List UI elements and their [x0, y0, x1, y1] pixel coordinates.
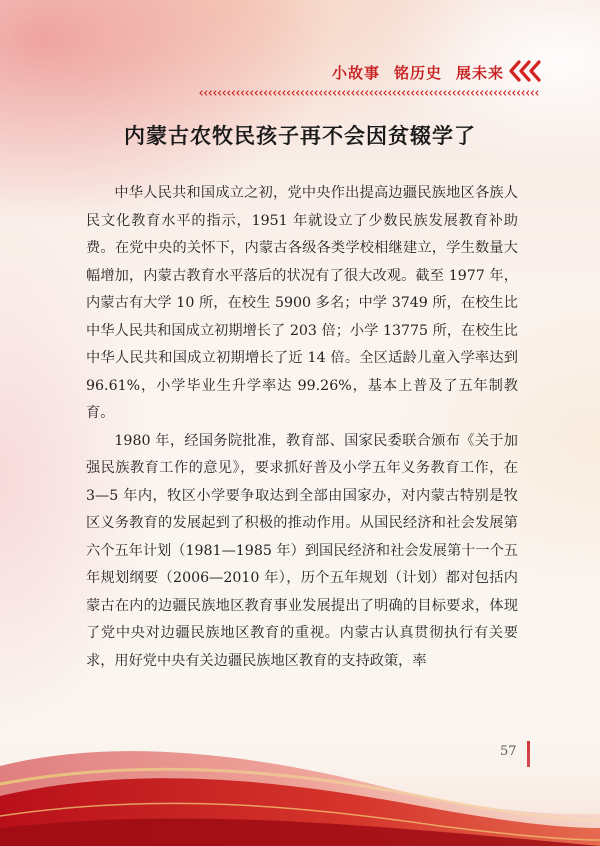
rule-chevron-mark: [301, 91, 303, 96]
tagline-item: 小故事: [331, 64, 380, 82]
rule-chevron-mark: [453, 91, 455, 96]
rule-chevron-mark: [494, 91, 496, 96]
rule-chevron-mark: [522, 91, 524, 96]
rule-chevron-mark: [329, 91, 331, 96]
rule-chevron-mark: [205, 91, 207, 96]
rule-chevron-mark: [218, 91, 220, 96]
rule-chevron-mark: [416, 91, 418, 96]
rule-chevron-mark: [490, 91, 492, 96]
rule-chevron-mark: [338, 91, 340, 96]
rule-chevron-mark: [421, 91, 423, 96]
rule-chevron-mark: [246, 91, 248, 96]
rule-chevron-mark: [366, 91, 368, 96]
rule-chevron-mark: [347, 91, 349, 96]
rule-chevron-mark: [389, 91, 391, 96]
rule-chevron-mark: [471, 91, 473, 96]
rule-chevron-mark: [232, 91, 234, 96]
rule-chevron-mark: [398, 91, 400, 96]
rule-chevron-mark: [352, 91, 354, 96]
rule-chevron-mark: [393, 91, 395, 96]
rule-chevron-mark: [283, 91, 285, 96]
rule-chevron-mark: [444, 91, 446, 96]
rule-chevron-mark: [379, 91, 381, 96]
rule-chevron-mark: [228, 91, 230, 96]
rule-chevron-mark: [320, 91, 322, 96]
rule-chevron-mark: [531, 91, 533, 96]
rule-chevron-mark: [430, 91, 432, 96]
bottom-ribbon-decoration: [0, 646, 600, 846]
rule-chevron-mark: [287, 91, 289, 96]
rule-chevron-mark: [499, 91, 501, 96]
article-body: [86, 180, 518, 675]
rule-chevron-mark: [412, 91, 414, 96]
rule-chevron-mark: [485, 91, 487, 96]
header-tagline: [332, 62, 504, 83]
rule-chevron-mark: [237, 91, 239, 96]
rule-chevron-mark: [435, 91, 437, 96]
triple-chevron-left-icon: [508, 60, 542, 82]
rule-chevron-mark: [255, 91, 257, 96]
rule-chevron-mark: [209, 91, 211, 96]
rule-chevron-mark: [508, 91, 510, 96]
rule-chevron-mark: [361, 91, 363, 96]
rule-chevron-mark: [292, 91, 294, 96]
rule-chevron-mark: [315, 91, 317, 96]
rule-chevron-mark: [310, 91, 312, 96]
rule-chevron-mark: [370, 91, 372, 96]
rule-chevron-mark: [260, 91, 262, 96]
rule-chevron-mark: [476, 91, 478, 96]
rule-chevron-mark: [467, 91, 469, 96]
rule-chevron-mark: [384, 91, 386, 96]
rule-chevron-mark: [481, 91, 483, 96]
rule-chevron-mark: [214, 91, 216, 96]
rule-chevron-mark: [425, 91, 427, 96]
rule-chevron-mark: [343, 91, 345, 96]
rule-chevron-mark: [297, 91, 299, 96]
paragraph: 1980 年，经国务院批准，教育部、国家民委联合颁布《关于加强民族教育工作的意见》，要求抓好普及小学五年义务教育工作，在 3—5 年内，牧区小学要争取达到全部由国家办，对内蒙古特别是牧区义务教育的发展起到了积极的推动作用。从国民经济和社会发展第六个五年计划（1981—1985 年）到国民经济和社会发展第十一个五年规划纲要（2006—2010 年），历个五年规划（计划）都对包括内蒙古在内的边疆民族地区教育事业发展提出了明确的目标要求，体现了党中央对边疆民族地区教育的重视。内蒙古认真贯彻执行有关要求，用好党中央有关边疆民族地区教育的支持政策，率: [86, 432, 518, 669]
rule-chevron-mark: [306, 91, 308, 96]
rule-chevron-mark: [324, 91, 326, 96]
rule-chevron-mark: [333, 91, 335, 96]
article-title: 内蒙古农牧民孩子再不会因贫辍学了: [124, 123, 476, 148]
rule-chevron-mark: [536, 91, 538, 96]
rule-chevron-mark: [407, 91, 409, 96]
rule-chevron-mark: [200, 91, 202, 96]
rule-chevron-mark: [269, 91, 271, 96]
rule-chevron-mark: [527, 91, 529, 96]
tagline-item: 铭历史: [393, 64, 442, 82]
rule-chevron-mark: [375, 91, 377, 96]
rule-chevron-mark: [356, 91, 358, 96]
rule-chevron-mark: [513, 91, 515, 96]
rule-chevron-mark: [439, 91, 441, 96]
dotted-chevron-rule: [198, 90, 540, 96]
rule-chevron-mark: [223, 91, 225, 96]
rule-chevron-mark: [402, 91, 404, 96]
paragraph: 中华人民共和国成立之初，党中央作出提高边疆民族地区各族人民文化教育水平的指示，1951 年就设立了少数民族发展教育补助费。在党中央的关怀下，内蒙古各级各类学校相继建立，学生数量大幅增加，内蒙古教育水平落后的状况有了很大改观。截至 1977 年，内蒙古有大学 10 所，在校生 5900 多名；中学 3749 所，在校生比中华人民共和国成立初期增长了 203 倍；小学 13775 所，在校生比中华人民共和国成立初期增长了近 14 倍。全区适龄儿童入学率达到 96.61%，小学毕业生升学率达 99.26%，基本上普及了五年制教育。: [86, 185, 518, 421]
rule-chevron-mark: [462, 91, 464, 96]
rule-chevron-mark: [251, 91, 253, 96]
rule-chevron-mark: [458, 91, 460, 96]
rule-chevron-mark: [517, 91, 519, 96]
rule-chevron-mark: [278, 91, 280, 96]
tagline-item: 展未来: [455, 64, 504, 82]
rule-chevron-mark: [504, 91, 506, 96]
rule-chevron-mark: [448, 91, 450, 96]
rule-chevron-mark: [264, 91, 266, 96]
rule-chevron-mark: [274, 91, 276, 96]
rule-chevron-mark: [241, 91, 243, 96]
